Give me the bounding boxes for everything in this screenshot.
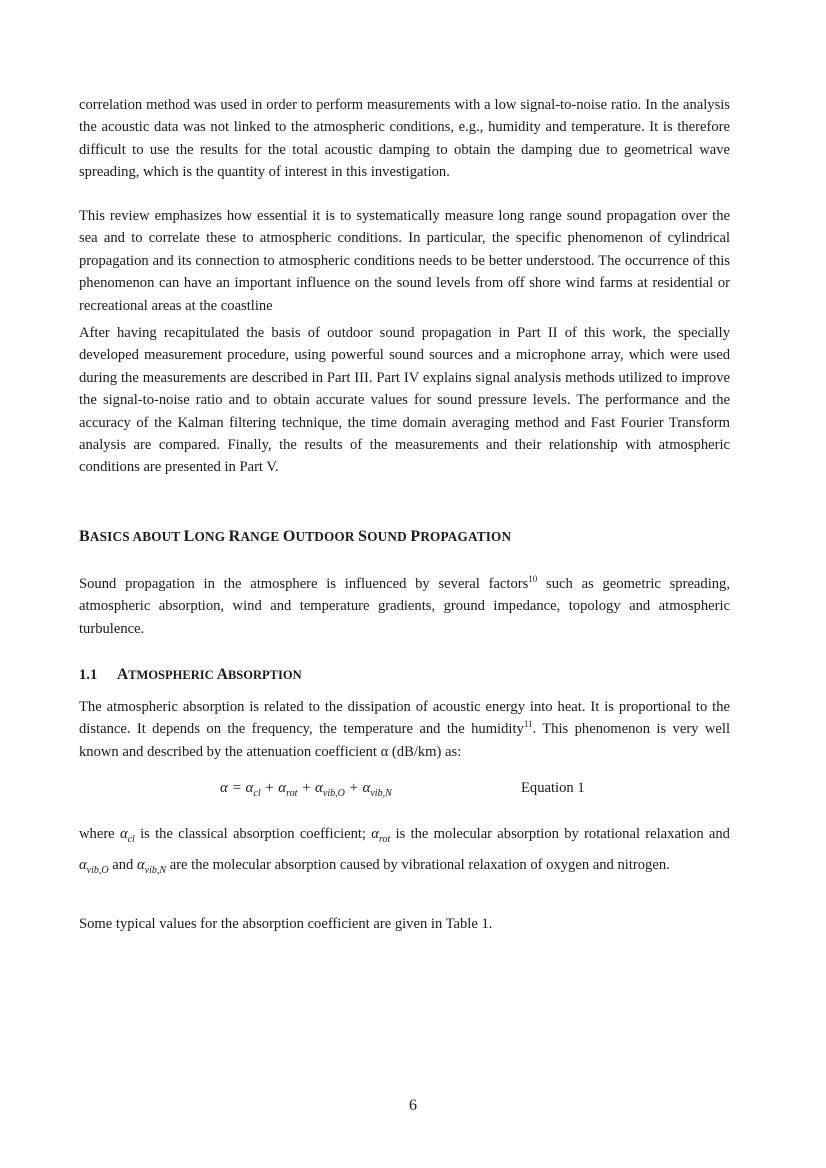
paragraph-where-definitions: where $\alpha_{cl}$ is the classical absorption coefficient; $\alpha_{rot}$ is the molecular absorption by rotational relaxation and $\alpha_{vib,O}$ and $\alpha_{vib,N}$ are the molecular absorption caused by vibrational relaxation of oxygen and nitrogen. [79, 826, 730, 876]
paragraph-table-reference: Some typical values for the absorption coefficient are given in Table 1. [79, 916, 493, 932]
paragraph-work-outline: After having recapitulated the basis of outdoor sound propagation in Part II of this work, the specially developed measurement procedure, using powerful sound sources and a microphone array, which were used during the measurements are described in Part III. Part IV explains signal analysis methods utilized to improve the signal-to-noise ratio and to obtain accurate values for sound pressure levels. The performance and the accuracy of the Kalman filtering technique, the time domain averaging method and Fast Fourier Transform analysis are compared. Finally, the results of the measurements and their relationship with atmospheric conditions are presented in Part V. [79, 325, 730, 476]
equation-label: Equation 1 [521, 780, 585, 796]
footnote-ref-11: 11 [523, 719, 533, 730]
paragraph-correlation-method: correlation method was used in order to perform measurements with a low signal-to-noise ratio. In the analysis the acoustic data was not linked to the atmospheric conditions, e.g., humidity and temperature. It is therefore difficult to use the results for the total acoustic damping to obtain the damping due to geometrical wave spreading, which is the quantity of interest in this investigation. [79, 97, 730, 181]
page-number: 6 [409, 1097, 417, 1114]
paragraph-atmospheric-absorption: The atmospheric absorption is related to the dissipation of acoustic energy into heat. It is proportional to the distance. It depends on the frequency, the temperature and the humidity$^{11}$. This phenomenon is very well known and described by the attenuation coefficient α (dB/km) as: [79, 699, 731, 760]
paragraph-review-emphasis: This review emphasizes how essential it is to systematically measure long range sound propagation over the sea and to correlate these to atmospheric conditions. In particular, the specific phenomenon of cylindrical propagation and its connection to atmospheric conditions needs to be better understood. The occurrence of this phenomenon can have an important influence on the sound levels from off shore wind farms at residential or recreational areas at the coastline [79, 208, 730, 314]
section-heading: BASICS ABOUT LONG RANGE OUTDOOR SOUND PROPAGATION [79, 528, 512, 545]
equation-1: $\alpha = \alpha_{cl} + \alpha_{rot} + \alpha_{vib,O} + \alpha_{vib,N}$ [220, 780, 392, 799]
paragraph-propagation-factors: Sound propagation in the atmosphere is influenced by several factors$^{10}$ such as geometric spreading, atmospheric absorption, wind and temperature gradients, ground impedance, topology and atmospheric turbulence. [79, 574, 730, 637]
footnote-ref-10: 10 [528, 574, 538, 584]
subsection-heading: 1.1 ATMOSPHERIC ABSORPTION [79, 666, 302, 683]
